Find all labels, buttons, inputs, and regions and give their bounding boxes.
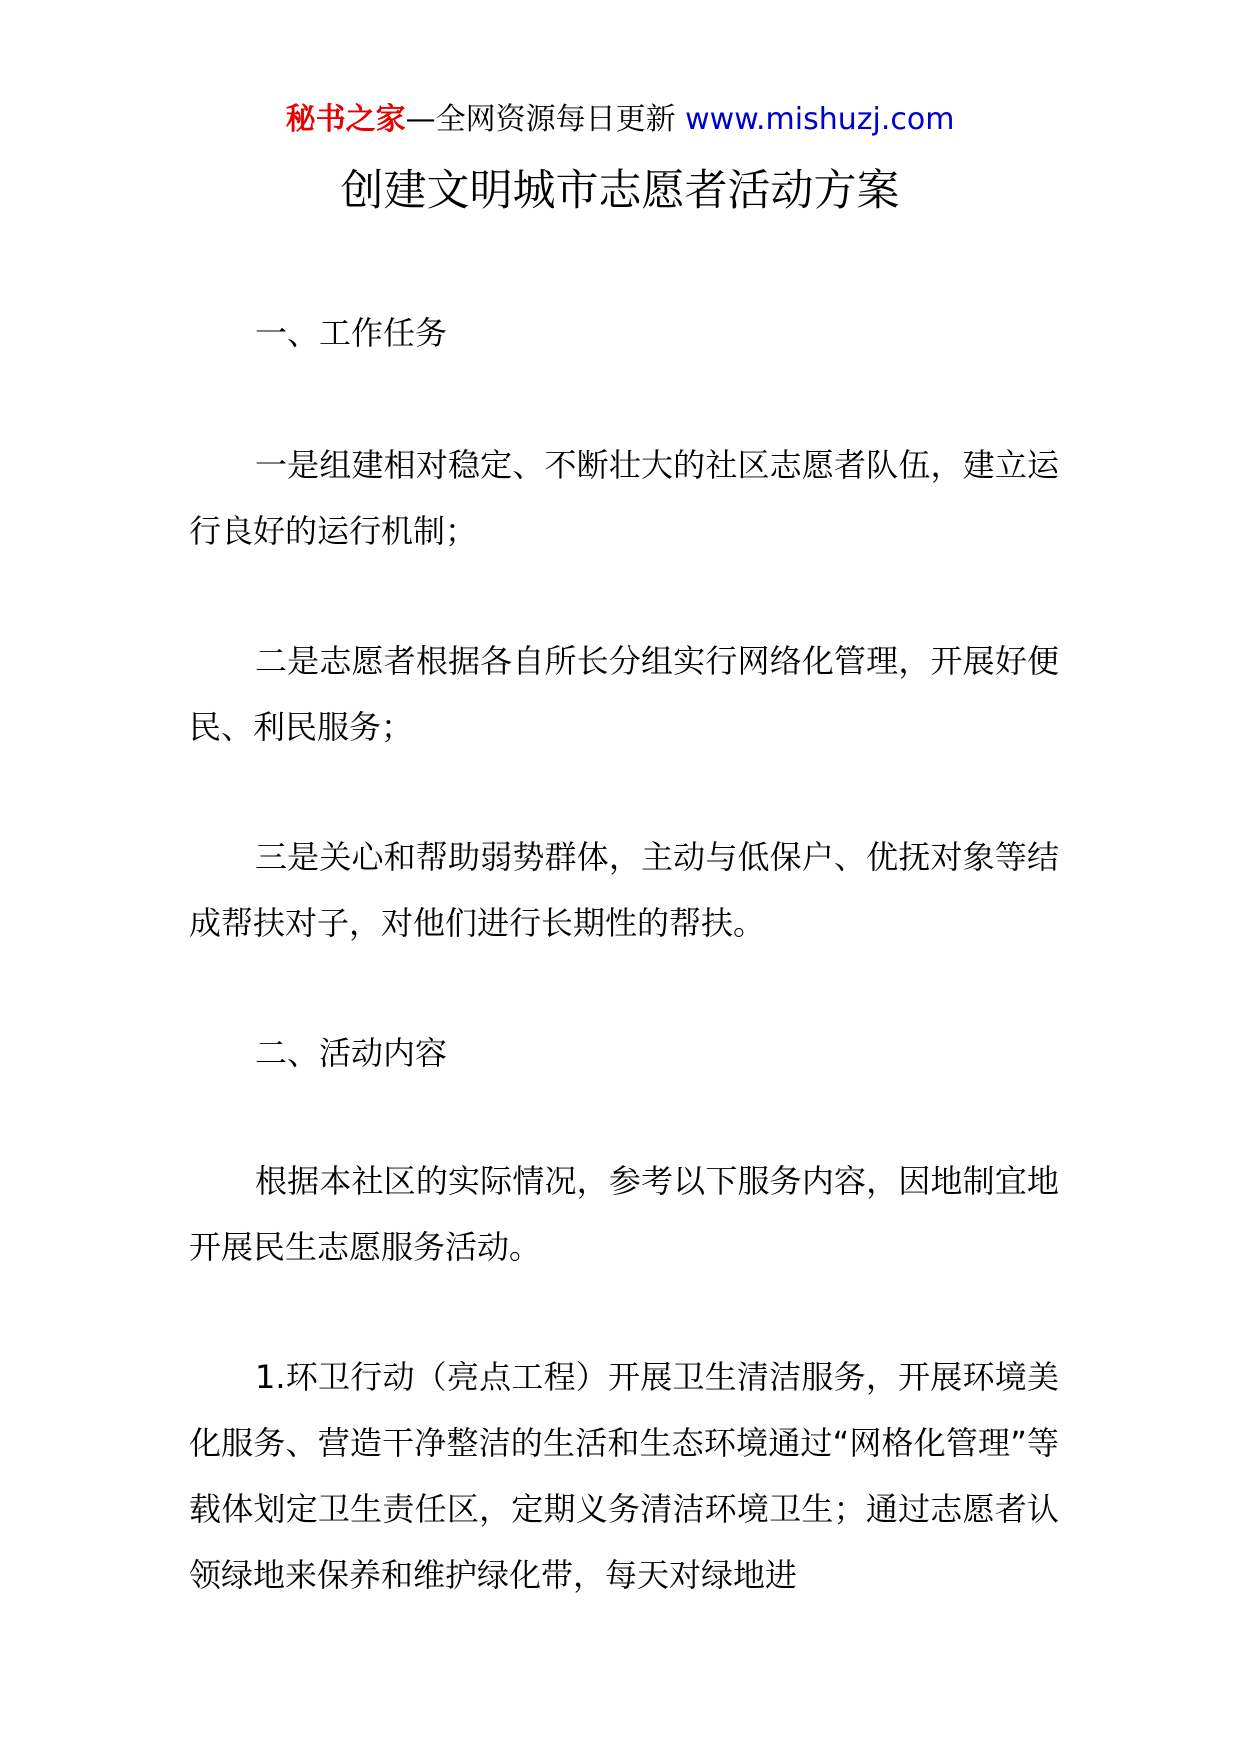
- section-heading-activities: 二、活动内容: [255, 1034, 448, 1072]
- site-url-link[interactable]: www.mishuzj.com: [685, 102, 955, 137]
- activities-intro-paragraph: 根据本社区的实际情况，参考以下服务内容，因地制宜地开展民生志愿服务活动。: [189, 1162, 1059, 1266]
- paragraph-gap: [189, 564, 1059, 628]
- activity-item-1-paragraph: 1.环卫行动（亮点工程）开展卫生清洁服务，开展环境美化服务、营造干净整洁的生活和生态环境通过“网格化管理”等载体划定卫生责任区，定期义务清洁环境卫生；通过志愿者认领绿地来保养和维护绿化带，每天对绿地进: [189, 1358, 1059, 1594]
- paragraph-gap: [189, 366, 1059, 432]
- document-body: [189, 300, 1059, 1608]
- paragraph-gap: [189, 760, 1059, 824]
- paragraph-gap: [189, 956, 1059, 1020]
- document-title: 创建文明城市志愿者活动方案: [340, 166, 900, 216]
- header-tagline: —全网资源每日更新: [405, 102, 676, 137]
- task-paragraph-3: 三是关心和帮助弱势群体，主动与低保户、优抚对象等结成帮扶对子，对他们进行长期性的帮扶。: [189, 838, 1059, 942]
- task-paragraph-2: 二是志愿者根据各自所长分组实行网络化管理，开展好便民、利民服务；: [189, 642, 1059, 746]
- site-header: [0, 100, 1240, 140]
- section-heading-tasks: 一、工作任务: [255, 314, 448, 352]
- brand-name: 秘书之家: [285, 102, 406, 137]
- paragraph-gap: [189, 1086, 1059, 1148]
- paragraph-gap: [189, 1280, 1059, 1344]
- task-paragraph-1: 一是组建相对稳定、不断壮大的社区志愿者队伍，建立运行良好的运行机制；: [189, 446, 1059, 550]
